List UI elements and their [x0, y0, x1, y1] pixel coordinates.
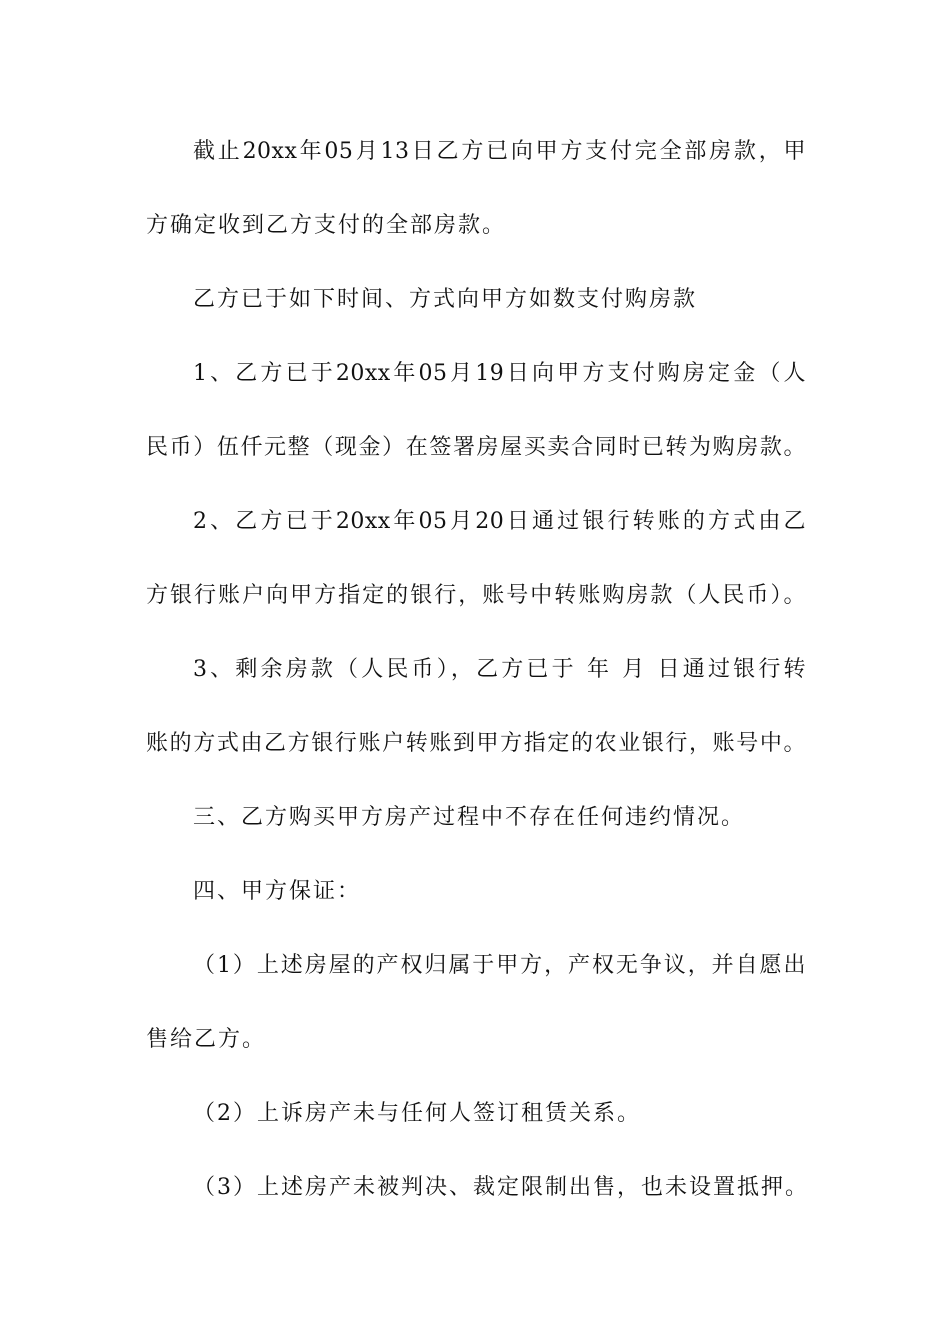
paragraph-line: 民币）伍仟元整（现金）在签署房屋买卖合同时已转为购房款。 — [146, 435, 806, 460]
paragraph-line: 账的方式由乙方银行账户转账到甲方指定的农业银行，账号中。 — [146, 731, 806, 756]
paragraph-line: 四、甲方保证： — [193, 879, 362, 904]
paragraph-line: 3、剩余房款（人民币），乙方已于 年 月 日通过银行转 — [193, 657, 806, 682]
paragraph-line: （3）上述房产未被判决、裁定限制出售，也未设置抵押。 — [193, 1175, 809, 1200]
paragraph-line: 方确定收到乙方支付的全部房款。 — [146, 213, 507, 238]
paragraph-line: 三、乙方购买甲方房产过程中不存在任何违约情况。 — [193, 805, 746, 830]
paragraph-line: 截止20xx年05月13日乙方已向甲方支付完全部房款，甲 — [193, 139, 806, 164]
paragraph-line: 2、乙方已于20xx年05月20日通过银行转账的方式由乙 — [193, 509, 806, 534]
paragraph-line: 1、乙方已于20xx年05月19日向甲方支付购房定金（人 — [193, 361, 806, 386]
paragraph-line: 乙方已于如下时间、方式向甲方如数支付购房款 — [193, 287, 698, 312]
paragraph-line: （2）上诉房产未与任何人签订租赁关系。 — [193, 1101, 641, 1126]
paragraph-line: 方银行账户向甲方指定的银行，账号中转账购房款（人民币）。 — [146, 583, 806, 608]
paragraph-line: 售给乙方。 — [146, 1027, 267, 1052]
paragraph-line: （1）上述房屋的产权归属于甲方，产权无争议，并自愿出 — [193, 953, 806, 978]
